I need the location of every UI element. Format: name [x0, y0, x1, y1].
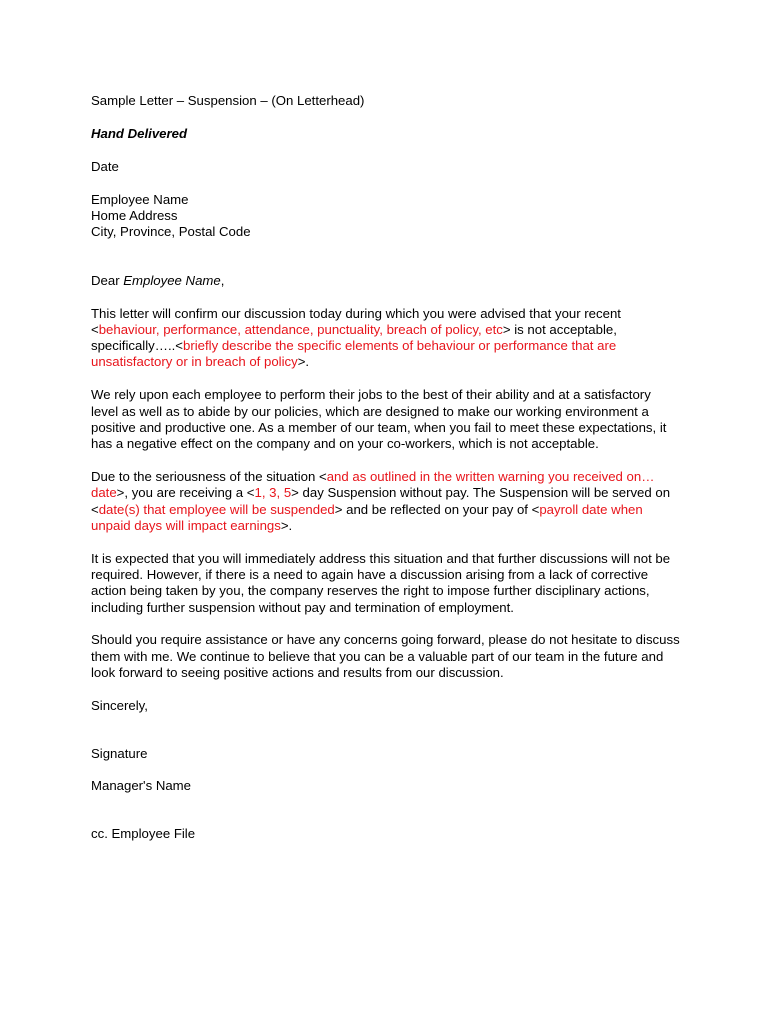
para3-text-2: >, you are receiving a < [116, 485, 255, 501]
address-line-city: City, Province, Postal Code [91, 224, 251, 240]
date-line: Date [91, 158, 119, 174]
signature-line: Signature [91, 746, 148, 762]
closing: Sincerely, [91, 697, 148, 713]
salutation-name: Employee Name [123, 272, 221, 288]
manager-name: Manager's Name [91, 777, 192, 793]
para3-placeholder-1: and as outlined in the written warning you received on…date [91, 468, 655, 501]
letter-title: Sample Letter – Suspension – (On Letterhead) [91, 93, 365, 108]
para3-text-4: > and be reflected on your pay of < [334, 501, 540, 517]
address-line-home: Home Address [91, 208, 178, 224]
para3-placeholder-2: 1, 3, 5 [254, 485, 292, 501]
para3-placeholder-4: payroll date when unpaid days will impact earnings [91, 501, 643, 533]
para1-text-3: >. [297, 354, 310, 370]
para1-placeholder-2: briefly describe the specific elements of behaviour or performance that are unsatisfactory or in breach of policy [91, 338, 617, 370]
letter-body [91, 93, 681, 842]
address-block [91, 192, 681, 241]
para3-placeholder-3: date(s) that employee will be suspended [98, 501, 335, 517]
para3-text-5: >. [280, 517, 293, 533]
salutation [91, 273, 681, 289]
salutation-suffix: , [220, 272, 225, 288]
para3-text-1: Due to the seriousness of the situation < [91, 468, 327, 484]
para1-text-2: > is not acceptable, specifically…..< [91, 321, 617, 354]
paragraph-suspension [91, 469, 681, 534]
para1-placeholder-1: behaviour, performance, attendance, punctuality, breach of policy, etc [98, 321, 503, 337]
paragraph-assistance: Should you require assistance or have any concerns going forward, please do not hesitate to discuss them with me. We continue to believe that you can be a valuable part of our team in the future and look forward to seeing positive actions and results from our discussion. [91, 632, 680, 680]
address-line-name: Employee Name [91, 191, 189, 207]
paragraph-expectations: We rely upon each employee to perform their jobs to the best of their ability and at a satisfactory level as well as to abide by our policies, which are designed to make our working environment a positive and productive one. As a member of our team, when you fail to meet these expectations, it has a negative effect on the company and on your co-workers, which is not acceptable. [91, 387, 667, 452]
para3-text-3: > day Suspension without pay. The Suspension will be served on < [91, 485, 671, 517]
cc-line: cc. Employee File [91, 826, 196, 842]
para1-text-1: This letter will confirm our discussion today during which you were advised that your recent < [91, 305, 621, 337]
paragraph-further-action: It is expected that you will immediately address this situation and that further discussions will not be required. However, if there is a need to again have a discussion arising from a lack of corrective action being taken by you, the company reserves the right to impose further disciplinary actions, including further suspension without pay and termination of employment. [91, 550, 671, 615]
delivery-method: Hand Delivered [91, 125, 188, 141]
paragraph-confirmation [91, 306, 681, 371]
salutation-prefix: Dear [91, 272, 124, 288]
